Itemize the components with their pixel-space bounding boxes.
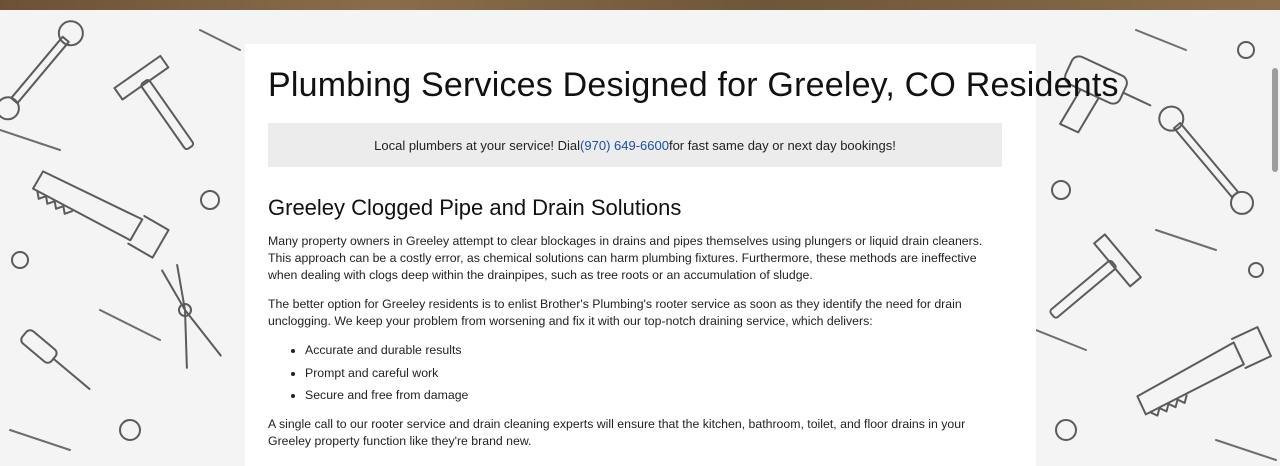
list-item: • Prompt and careful work bbox=[305, 365, 468, 388]
callout-prefix: Local plumbers at your service! Dial bbox=[374, 137, 581, 153]
pliers-icon bbox=[153, 262, 221, 368]
saw-icon bbox=[30, 161, 169, 263]
hero-image-strip bbox=[0, 0, 1280, 10]
saw-icon bbox=[1132, 327, 1273, 420]
booking-callout bbox=[268, 123, 1002, 167]
screwdriver-icon bbox=[19, 328, 94, 395]
section-heading: Greeley Clogged Pipe and Drain Solutions bbox=[268, 195, 682, 220]
hammer-icon bbox=[1036, 234, 1141, 336]
scrollbar[interactable] bbox=[1272, 68, 1278, 172]
closing-paragraph: A single call to our rooter service and drain cleaning experts will ensure that the kitchen, bathroom, toilet, and floor drains in your Greeley property function like they're brand new. bbox=[268, 417, 966, 448]
content-card bbox=[245, 44, 1119, 466]
callout-suffix: for fast same day or next day bookings! bbox=[668, 137, 896, 153]
phone-link[interactable]: (970) 649-6600 bbox=[580, 137, 669, 153]
page-title: Plumbing Services Designed for Greeley, CO Residents bbox=[268, 66, 1119, 104]
hammer-icon bbox=[114, 56, 213, 163]
list-item: • Accurate and durable results bbox=[305, 342, 468, 365]
tools-pattern-left bbox=[0, 10, 245, 466]
benefits-list bbox=[268, 342, 468, 410]
wrench-icon bbox=[1154, 102, 1258, 219]
list-item: • Secure and free from damage bbox=[305, 387, 468, 410]
intro-paragraph: Many property owners in Greeley attempt to clear blockages in drains and pipes themselves using plungers or liquid drain cleaners. This approach can be a costly error, as chemical solutions can harm plumbing fixtures. Furthermore, these methods are ineffective when dealing with clogs deep within the drainpipes, such as tree roots or an accumulation of sludge. bbox=[268, 234, 983, 282]
wrench-icon bbox=[0, 16, 88, 124]
service-paragraph: The better option for Greeley residents is to enlist Brother's Plumbing's rooter service as soon as they identify the need for drain unclogging. We keep your problem from worsening and fix it with our top-notch draining service, which delivers: bbox=[268, 297, 962, 328]
